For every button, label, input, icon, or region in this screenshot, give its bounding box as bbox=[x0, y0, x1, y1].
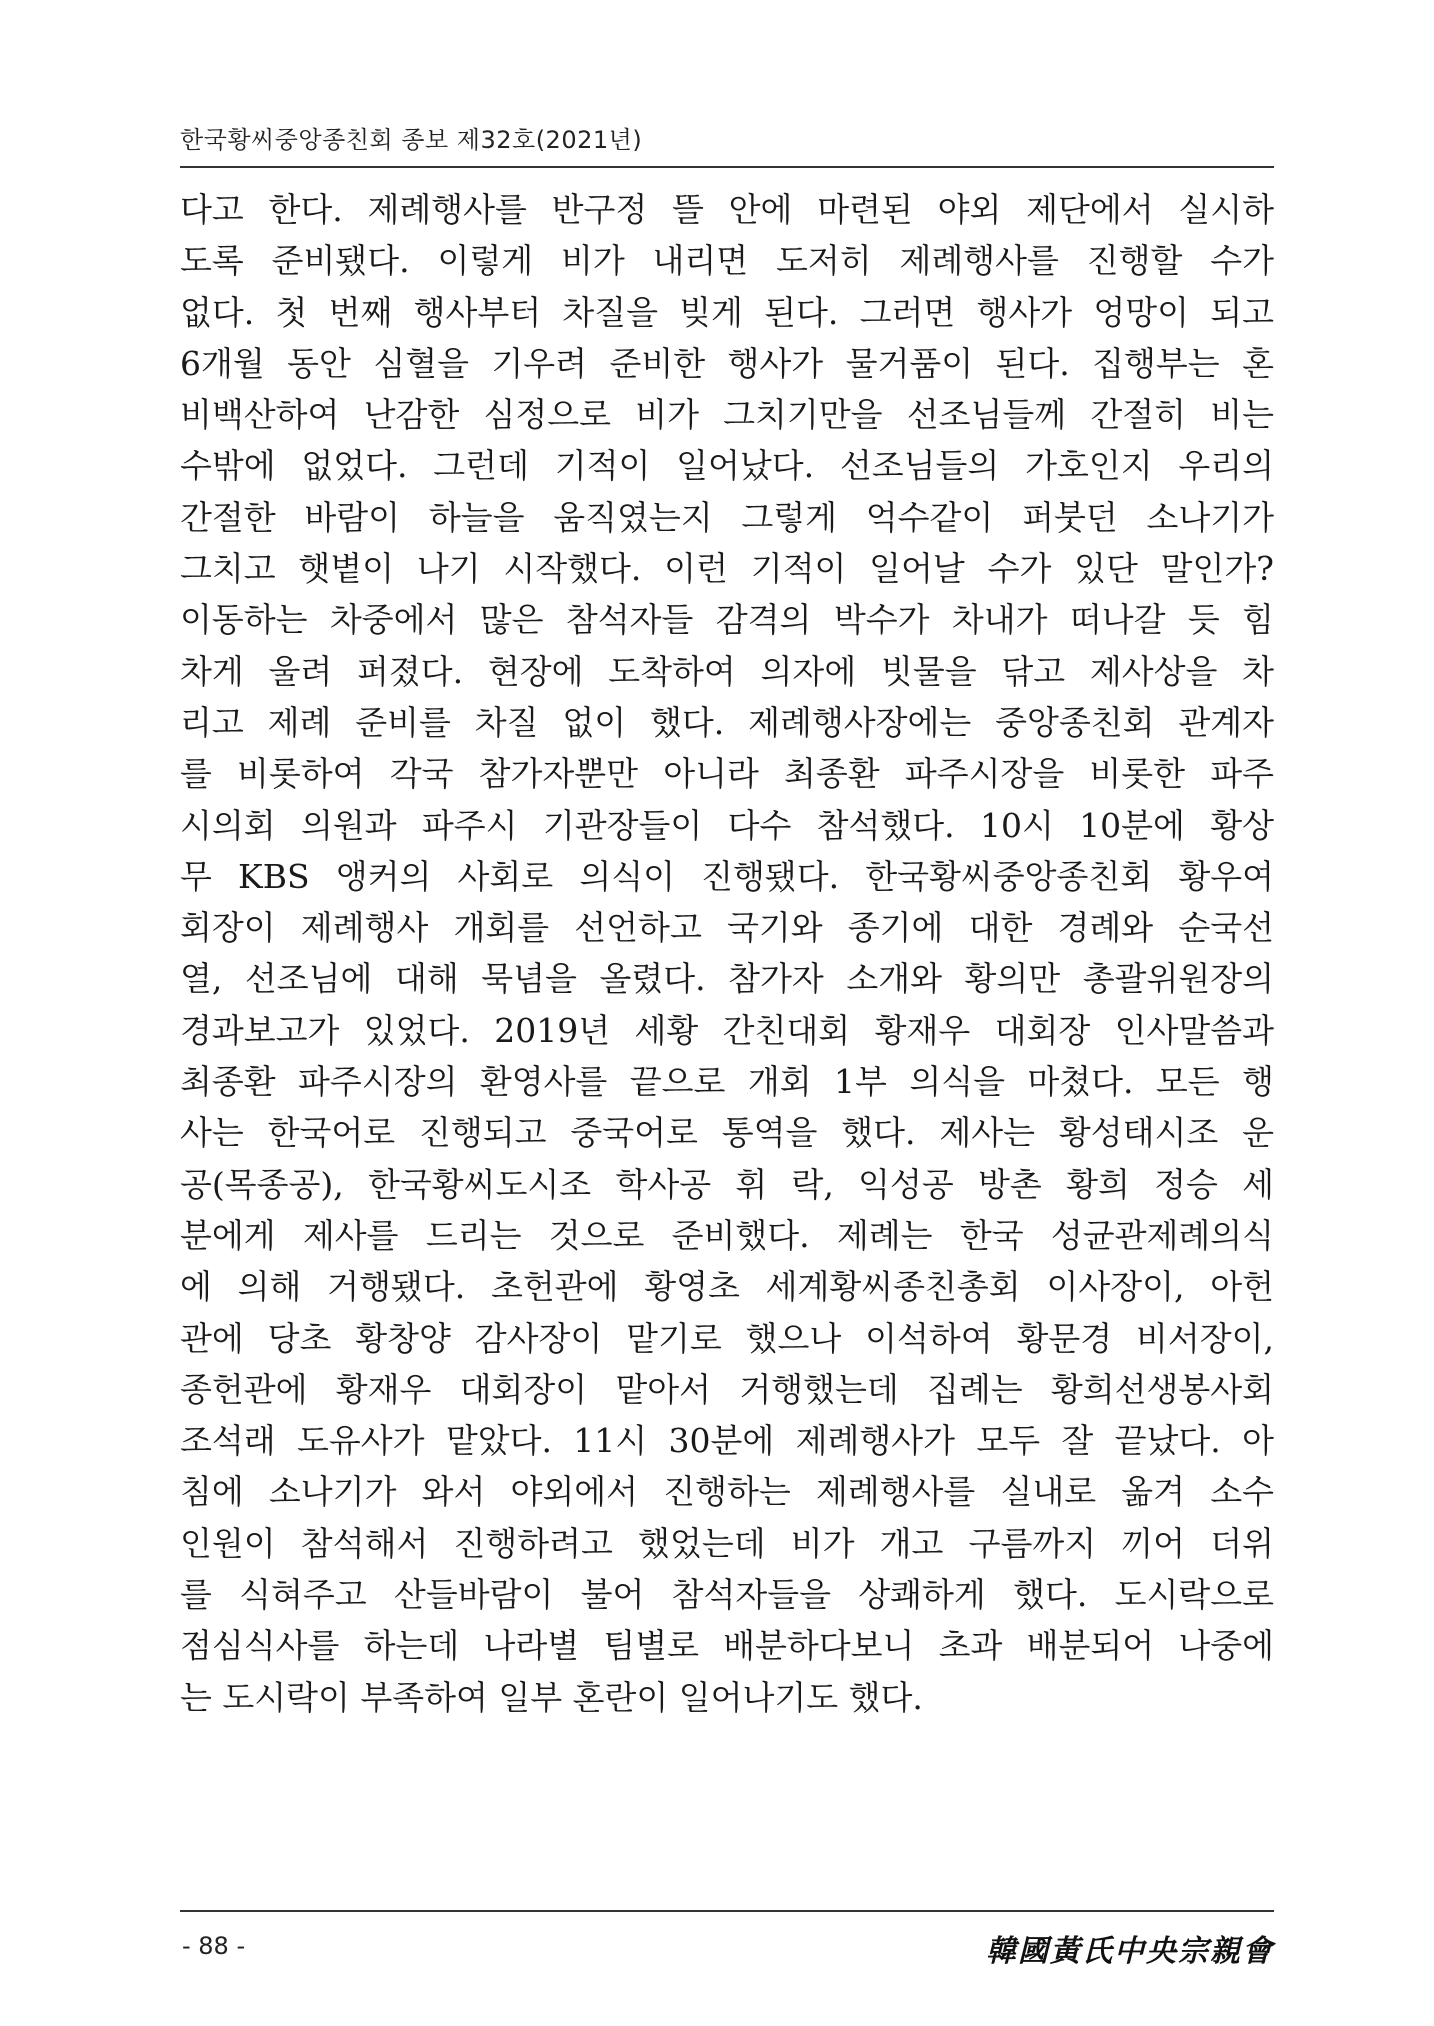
text-line: 시의회 의원과 파주시 기관장들이 다수 참석했다. 10시 10분에 황상 bbox=[180, 805, 1274, 845]
text-line: 에 의해 거행됐다. 초헌관에 황영초 세계황씨종친총회 이사장이, 아헌 bbox=[180, 1267, 1274, 1307]
text-line: 최종환 파주시장의 환영사를 끝으로 개회 1부 의식을 마쳤다. 모든 행 bbox=[180, 1062, 1274, 1102]
text-line: 없다. 첫 번째 행사부터 차질을 빚게 된다. 그러면 행사가 엉망이 되고 bbox=[180, 292, 1274, 332]
text-line: 조석래 도유사가 맡았다. 11시 30분에 제례행사가 모두 잘 끝났다. 아 bbox=[180, 1421, 1274, 1461]
text-line: 비백산하여 난감한 심정으로 비가 그치기만을 선조님들께 간절히 비는 bbox=[180, 395, 1274, 435]
header-title: 한국황씨중앙종친회 종보 제32호(2021년) bbox=[180, 126, 643, 154]
page-header bbox=[180, 118, 1274, 168]
text-line: 도록 준비됐다. 이렇게 비가 내리면 도저히 제례행사를 진행할 수가 bbox=[180, 241, 1274, 281]
page-number: - 88 - bbox=[182, 1932, 246, 1960]
text-line: 를 비롯하여 각국 참가자뿐만 아니라 최종환 파주시장을 비롯한 파주 bbox=[180, 754, 1274, 794]
page-footer bbox=[180, 1910, 1274, 1980]
org-calligraphy-logo: 韓國黃氏中央宗親會 bbox=[986, 1934, 1274, 1969]
text-line: 리고 제례 준비를 차질 없이 했다. 제례행사장에는 중앙종친회 관계자 bbox=[180, 702, 1274, 742]
text-line: 다고 한다. 제례행사를 반구정 뜰 안에 마련된 야외 제단에서 실시하 bbox=[180, 190, 1274, 229]
text-line: 점심식사를 하는데 나라별 팀별로 배분하다보니 초과 배분되어 나중에 bbox=[180, 1626, 1274, 1666]
text-line: 종헌관에 황재우 대회장이 맡아서 거행했는데 집례는 황희선생봉사회 bbox=[180, 1369, 1274, 1409]
text-line: 는 도시락이 부족하여 일부 혼란이 일어나기도 했다. bbox=[180, 1677, 923, 1717]
text-line: 차게 울려 퍼졌다. 현장에 도착하여 의자에 빗물을 닦고 제사상을 차 bbox=[180, 651, 1274, 691]
text-line: 를 식혀주고 산들바람이 불어 참석자들을 상쾌하게 했다. 도시락으로 bbox=[180, 1575, 1274, 1615]
text-line: 이동하는 차중에서 많은 참석자들 감격의 박수가 차내가 떠나갈 듯 힘 bbox=[180, 600, 1274, 640]
text-line: 무 KBS 앵커의 사회로 의식이 진행됐다. 한국황씨중앙종친회 황우여 bbox=[180, 856, 1274, 896]
text-line: 분에게 제사를 드리는 것으로 준비했다. 제례는 한국 성균관제례의식 bbox=[180, 1215, 1274, 1255]
text-line: 경과보고가 있었다. 2019년 세황 간친대회 황재우 대회장 인사말씀과 bbox=[180, 1010, 1274, 1050]
text-line: 관에 당초 황창양 감사장이 맡기로 했으나 이석하여 황문경 비서장이, bbox=[180, 1318, 1274, 1358]
text-line: 공(목종공), 한국황씨도시조 학사공 휘 락, 익성공 방촌 황희 정승 세 bbox=[180, 1164, 1274, 1204]
text-line: 수밖에 없었다. 그런데 기적이 일어났다. 선조님들의 가호인지 우리의 bbox=[180, 446, 1274, 486]
text-line: 사는 한국어로 진행되고 중국어로 통역을 했다. 제사는 황성태시조 운 bbox=[180, 1113, 1274, 1153]
text-line: 회장이 제례행사 개회를 선언하고 국기와 종기에 대한 경례와 순국선 bbox=[180, 908, 1274, 948]
text-line: 침에 소나기가 와서 야외에서 진행하는 제례행사를 실내로 옮겨 소수 bbox=[180, 1472, 1274, 1512]
text-line: 그치고 햇볕이 나기 시작했다. 이런 기적이 일어날 수가 있단 말인가? bbox=[180, 549, 1274, 589]
body-text bbox=[180, 184, 1274, 1723]
text-line: 열, 선조님에 대해 묵념을 올렸다. 참가자 소개와 황의만 총괄위원장의 bbox=[180, 959, 1274, 999]
text-line: 6개월 동안 심혈을 기우려 준비한 행사가 물거품이 된다. 집행부는 혼 bbox=[180, 343, 1274, 383]
text-line: 인원이 참석해서 진행하려고 했었는데 비가 개고 구름까지 끼어 더위 bbox=[180, 1523, 1274, 1563]
text-line: 간절한 바람이 하늘을 움직였는지 그렇게 억수같이 퍼붓던 소나기가 bbox=[180, 497, 1274, 537]
